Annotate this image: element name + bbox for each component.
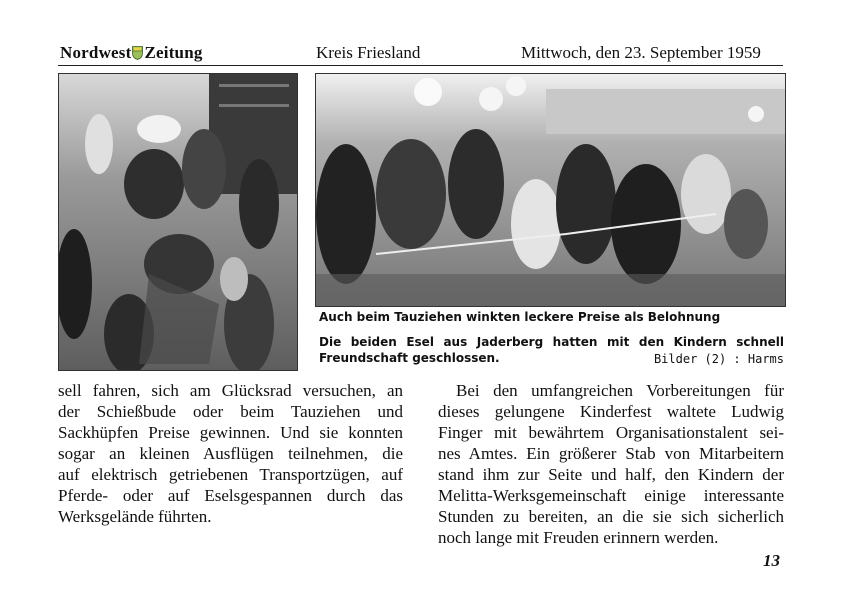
- text-line: sell fahren, sich am Glücksrad versuchen, an: [58, 381, 403, 400]
- tug-of-war-photo: [315, 73, 786, 307]
- text-line: Sackhüpfen Preise gewinnen. Und sie konnten: [58, 423, 403, 442]
- text-line: Stunden zu bereiten, an die sie sich sicherlich: [438, 507, 784, 526]
- text-line: Pferde- oder auf Eselsgespannen durch das: [58, 486, 403, 505]
- text-line: auf elektrisch getriebenen Transportzügen, auf: [58, 465, 403, 484]
- article-right-column: [438, 380, 784, 548]
- donkey-cart-photo: [58, 73, 298, 371]
- text-line: noch lange mit Freuden erinnern werden.: [438, 528, 719, 547]
- newspaper-name-part2: Zeitung: [144, 43, 203, 62]
- text-line: Finger mit bewährtem Organisationstalent sei-: [438, 423, 784, 442]
- text-line: Melitta-Werksgemeinschaft einige interessante: [438, 486, 784, 505]
- district-name: Kreis Friesland: [316, 43, 421, 62]
- text-line: nes Amtes. Ein größerer Stab von Mitarbeitern: [438, 444, 784, 463]
- text-line: sogar an kleinen Ausflügen teilnehmen, die: [58, 444, 403, 463]
- page-number: 13: [763, 551, 780, 570]
- text-line: stand ihm zur Seite und half, den Kindern der: [438, 465, 784, 484]
- photo-caption-line-end: Freundschaft geschlossen.: [319, 351, 500, 365]
- article-left-column: [58, 380, 403, 527]
- photo-credit: Bilder (2) : Harms: [653, 352, 784, 366]
- issue-date: Mittwoch, den 23. September 1959: [521, 43, 761, 62]
- newspaper-name-part1: Nordwest: [60, 43, 132, 62]
- photo-caption-title: Auch beim Tauziehen winkten leckere Preise als Belohnung: [319, 310, 721, 324]
- text-line: dieses gelungene Kinderfest waltete Ludwig: [438, 402, 784, 421]
- newspaper-name: [60, 43, 203, 63]
- text-line: Bei den umfangreichen Vorbereitungen für: [456, 381, 784, 400]
- coat-of-arms-icon: [132, 45, 143, 59]
- text-line: der Schießbude oder beim Tauziehen und: [58, 402, 403, 421]
- photo-caption-line: Die beiden Esel aus Jaderberg hatten mit den Kindern schnell: [319, 335, 784, 349]
- masthead-rule: [58, 65, 783, 66]
- text-line: Werksgelände führten.: [58, 507, 212, 526]
